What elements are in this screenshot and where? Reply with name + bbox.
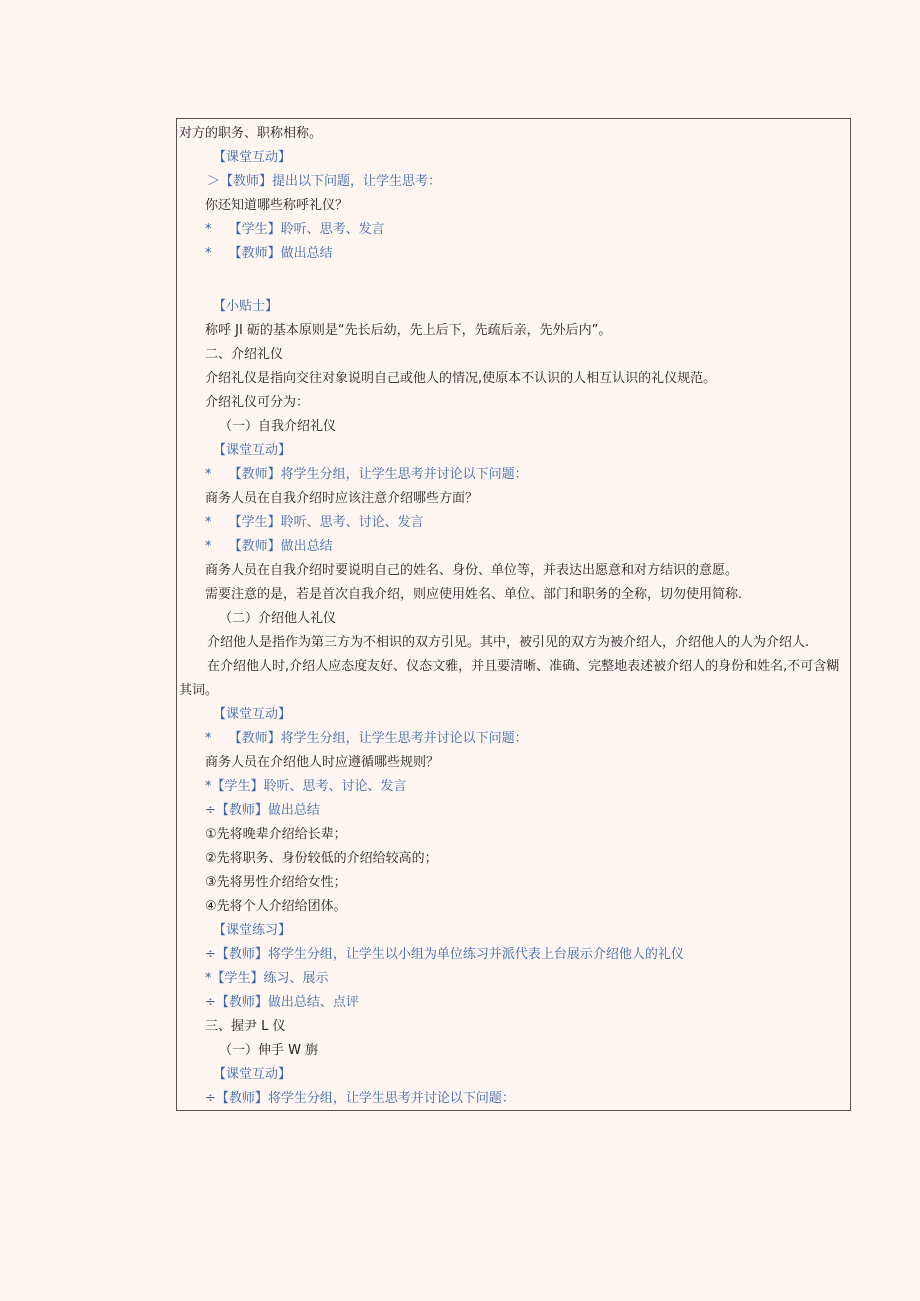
list-item: ③先将男性介绍给女性；	[205, 875, 347, 890]
subheading: （二）介绍他人礼仪	[219, 611, 337, 626]
question-text: 商务人员在自我介绍时应该注意介绍哪些方面？	[205, 491, 479, 506]
text-line: 介绍礼仪可分为：	[205, 395, 310, 410]
teacher-step: * 【教师】做出总结	[205, 539, 333, 554]
teacher-step: ＞【教师】提出以下问题，让学生思考：	[207, 174, 442, 189]
text-line: 其词。	[179, 683, 219, 698]
teacher-step: * 【教师】将学生分组，让学生思考并讨论以下问题：	[205, 467, 528, 482]
section-label: 【课堂互动】	[213, 1067, 292, 1082]
teacher-step: * 【教师】做出总结	[205, 246, 333, 261]
subheading: （一）自我介绍礼仪	[219, 419, 337, 434]
list-item: ①先将晚辈介绍给长辈；	[205, 827, 347, 842]
student-step: * 【学生】聆听、思考、发言	[205, 222, 385, 237]
text-line: 称呼 JI 砺的基本原则是“先长后幼，先上后下，先疏后亲，先外后内”。	[205, 323, 612, 338]
teacher-step: ÷【教师】做出总结	[205, 803, 320, 818]
student-step: *【学生】练习、展示	[205, 971, 329, 986]
heading: 二、介绍礼仪	[205, 347, 284, 362]
heading: 三、握尹 L 仪	[205, 1019, 286, 1034]
section-label: 【课堂互动】	[213, 707, 292, 722]
list-item: ②先将职务、身份较低的介绍给较高的；	[205, 851, 438, 866]
list-item: ④先将个人介绍给团体。	[205, 899, 347, 914]
teacher-step: ÷【教师】做出总结、点评	[205, 995, 359, 1010]
text-line: 介绍礼仪是指向交往对象说明自己或他人的情况,使原本不认识的人相互认识的礼仪规范。	[205, 371, 717, 386]
text-line: 介绍他人是指作为第三方为不相识的双方引见。其中，被引见的双方为被介绍人，介绍他人的人为介绍人.	[207, 635, 810, 650]
section-label: 【课堂互动】	[213, 150, 292, 165]
content-frame	[176, 118, 851, 1111]
text-line: 对方的职务、职称相称。	[179, 126, 323, 141]
student-step: * 【学生】聆听、思考、讨论、发言	[205, 515, 424, 530]
teacher-step: ÷【教师】将学生分组，让学生以小组为单位练习并派代表上台展示介绍他人的礼仪	[205, 947, 684, 962]
section-label: 【课堂练习】	[213, 923, 292, 938]
text-line: 需要注意的是，若是首次自我介绍，则应使用姓名、单位、部门和职务的全称，切勿使用简称.	[205, 587, 743, 602]
question-text: 你还知道哪些称呼礼仪？	[205, 198, 349, 213]
tips-label: 【小贴士】	[213, 299, 279, 314]
teacher-step: * 【教师】将学生分组，让学生思考并讨论以下问题：	[205, 731, 528, 746]
section-label: 【课堂互动】	[213, 443, 292, 458]
question-text: 商务人员在介绍他人时应遵循哪些规则？	[205, 755, 440, 770]
text-line: 商务人员在自我介绍时要说明自己的姓名、身份、单位等，并表达出愿意和对方结识的意愿。	[205, 563, 739, 578]
text-line: 在介绍他人时,介绍人应态度友好、仪态文雅，并且要清晰、准确、完整地表述被介绍人的身份和姓名,不可含糊	[207, 659, 840, 674]
student-step: *【学生】聆听、思考、讨论、发言	[205, 779, 407, 794]
teacher-step: ÷【教师】将学生分组，让学生思考并讨论以下问题：	[205, 1091, 515, 1106]
subheading: （一）伸手 W 旃	[219, 1043, 319, 1058]
